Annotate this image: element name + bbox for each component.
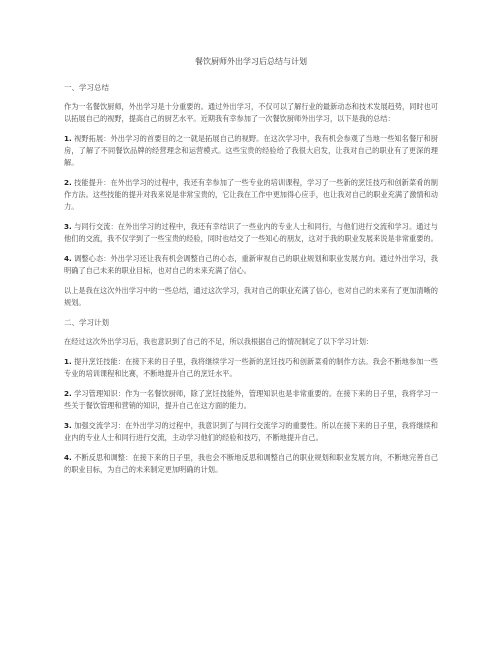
item-number: 4. (64, 453, 72, 462)
item-number: 1. (64, 357, 72, 366)
item-text: 视野拓展：外出学习的首要目的之一就是拓展自己的视野。在这次学习中，我有机会参观了当地一些知名餐厅和厨房，了解了不同餐饮品牌的经营理念和运营模式。这些宝贵的经验给了我很大启发，让我对自己的职业有了更深的理解。 (64, 134, 438, 167)
item-text: 学习管理知识：作为一名餐饮厨师，除了烹饪技能外，管理知识也是非常重要的。在接下来的日子里，我将学习一些关于餐饮管理和营销的知识，提升自己在这方面的能力。 (64, 389, 438, 410)
item-text: 调整心态：外出学习还让我有机会调整自己的心态，重新审视自己的职业规划和职业发展方向。通过外出学习，我明确了自己未来的职业目标，也对自己的未来充满了信心。 (64, 254, 438, 275)
plan-item (64, 452, 438, 476)
plan-intro: 在经过这次外出学习后，我也意识到了自己的不足，所以我根据自己的情况制定了以下学习计划： (64, 337, 374, 346)
summary-item (64, 253, 438, 277)
summary-item (64, 221, 438, 245)
section-heading-summary: 一、学习总结 (64, 83, 109, 92)
item-text: 不断反思和调整：在接下来的日子里，我也会不断地反思和调整自己的职业规划和职业发展方向，不断地完善自己的职业目标，为自己的未来制定更加明确的计划。 (64, 453, 438, 474)
item-number: 1. (64, 134, 72, 143)
plan-item (64, 356, 438, 380)
item-number: 3. (64, 421, 72, 430)
item-text: 技能提升：在外出学习的过程中，我还有幸参加了一些专业的培训课程，学习了一些新的烹饪技巧和创新菜肴的制作方法。这些技能的提升对我来说是非常宝贵的，它让我在工作中更加得心应手，也让我对自己的职业充满了激情和动力。 (64, 178, 438, 211)
plan-item (64, 420, 438, 444)
summary-intro: 作为一名餐饮厨师，外出学习是十分重要的。通过外出学习，不仅可以了解行业的最新动态和技术发展趋势，同时也可以拓展自己的视野，提高自己的厨艺水平。近期我有幸参加了一次餐饮厨师外出学习，以下是我的总结： (64, 102, 438, 123)
item-number: 2. (64, 178, 72, 187)
item-number: 3. (64, 222, 72, 231)
summary-item (64, 177, 438, 213)
item-number: 2. (64, 389, 72, 398)
summary-item (64, 133, 438, 169)
item-number: 4. (64, 254, 72, 263)
item-text: 提升烹饪技能：在接下来的日子里，我将继续学习一些新的烹饪技巧和创新菜肴的制作方法。我会不断地参加一些专业的培训课程和比赛，不断地提升自己的烹饪水平。 (64, 357, 438, 378)
item-text: 与同行交流：在外出学习的过程中，我还有幸结识了一些业内的专业人士和同行，与他们进行交流和学习。通过与他们的交流，我不仅学到了一些宝贵的经验，同时也结交了一些知心的朋友，这对于我的职业发展来说是非常重要的。 (64, 222, 438, 243)
item-text: 加强交流学习：在外出学习的过程中，我意识到了与同行交流学习的重要性。所以在接下来的日子里，我将继续和业内的专业人士和同行进行交流，主动学习他们的经验和技巧，不断地提升自己。 (64, 421, 438, 442)
document-title: 餐饮厨师外出学习后总结与计划 (195, 57, 307, 66)
summary-conclusion: 以上是我在这次外出学习中的一些总结，通过这次学习，我对自己的职业充满了信心，也对自己的未来有了更加清晰的规划。 (64, 286, 438, 307)
section-heading-plan: 二、学习计划 (64, 318, 109, 327)
plan-item (64, 388, 438, 412)
